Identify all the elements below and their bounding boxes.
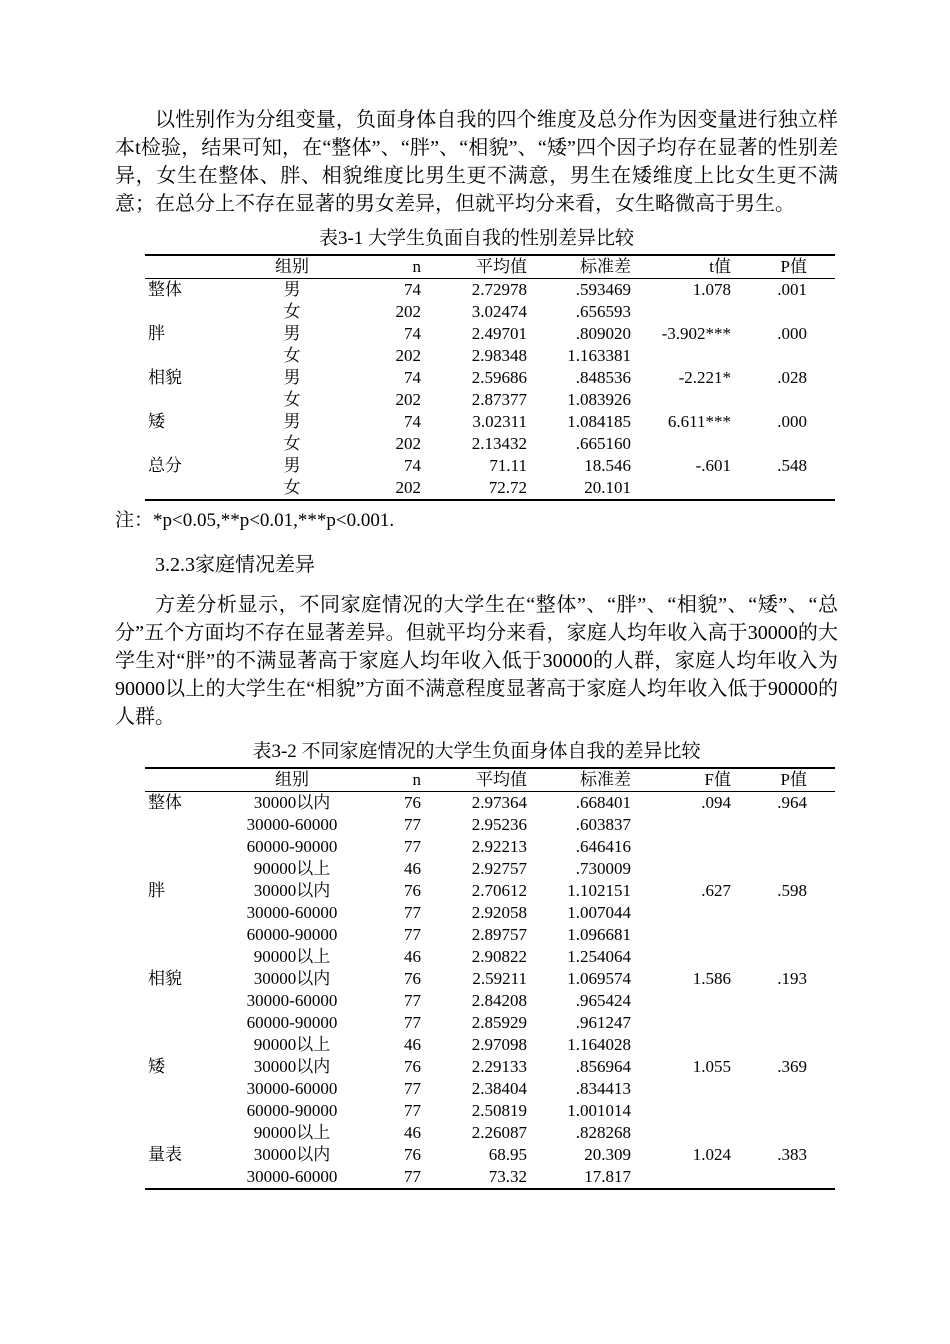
table-cell: 90000以上 bbox=[253, 1035, 331, 1054]
table-cell: 77 bbox=[404, 903, 421, 922]
table-cell: 1.007044 bbox=[567, 903, 631, 922]
table-cell: 1.586 bbox=[692, 969, 731, 988]
table-cell: 2.95236 bbox=[471, 815, 527, 834]
table-cell: 20.309 bbox=[584, 1145, 631, 1164]
table-cell bbox=[145, 1034, 217, 1056]
table-cell bbox=[755, 389, 835, 411]
table-cell bbox=[655, 858, 755, 880]
table-cell: 76 bbox=[404, 881, 421, 900]
table-cell bbox=[145, 858, 217, 880]
table-row bbox=[145, 1056, 835, 1078]
table-row bbox=[145, 792, 835, 815]
table-cell: 77 bbox=[404, 1101, 421, 1120]
table-cell: .964 bbox=[777, 793, 807, 812]
table-cell: 2.59686 bbox=[471, 368, 527, 387]
table-cell bbox=[755, 1078, 835, 1100]
table-cell: 2.72978 bbox=[471, 280, 527, 299]
table-cell: 2.29133 bbox=[471, 1057, 527, 1076]
table-cell bbox=[655, 1122, 755, 1144]
table-cell: 30000-60000 bbox=[246, 903, 338, 922]
table-cell bbox=[655, 1034, 755, 1056]
table-cell bbox=[755, 1012, 835, 1034]
table-cell: 1.084185 bbox=[567, 412, 631, 431]
table-cell bbox=[755, 814, 835, 836]
table-row bbox=[145, 345, 835, 367]
table-cell: 1.163381 bbox=[567, 346, 631, 365]
table-cell: 60000-90000 bbox=[246, 1013, 338, 1032]
table-row bbox=[145, 1012, 835, 1034]
table-cell: 46 bbox=[404, 947, 421, 966]
column-header bbox=[145, 768, 217, 792]
table-cell bbox=[145, 1166, 217, 1189]
table-cell: 相貌 bbox=[148, 969, 182, 988]
column-header: 组别 bbox=[275, 257, 309, 276]
table-cell bbox=[145, 1122, 217, 1144]
table-cell: 90000以上 bbox=[253, 947, 331, 966]
table-cell: 2.26087 bbox=[471, 1123, 527, 1142]
table-cell: 30000-60000 bbox=[246, 1167, 338, 1186]
table-cell: 2.90822 bbox=[471, 947, 527, 966]
table-cell: 1.164028 bbox=[567, 1035, 631, 1054]
table-cell bbox=[145, 345, 217, 367]
table-cell: 男 bbox=[283, 368, 301, 387]
table-cell: 202 bbox=[395, 478, 421, 497]
table2-body bbox=[145, 792, 835, 1190]
column-header bbox=[145, 255, 217, 279]
table-cell: 1.102151 bbox=[567, 881, 631, 900]
table-cell: .668401 bbox=[575, 793, 631, 812]
table-cell bbox=[145, 477, 217, 500]
table-cell: 1.069574 bbox=[567, 969, 631, 988]
table-cell: 男 bbox=[283, 324, 301, 343]
table-cell bbox=[755, 433, 835, 455]
table2-caption: 表3-2 不同家庭情况的大学生负面身体自我的差异比较 bbox=[252, 741, 701, 762]
table-row bbox=[145, 858, 835, 880]
table-cell: 2.92213 bbox=[471, 837, 527, 856]
table-row bbox=[145, 880, 835, 902]
table-cell bbox=[655, 301, 755, 323]
table-cell: 2.98348 bbox=[471, 346, 527, 365]
table-row bbox=[145, 411, 835, 433]
table-row bbox=[145, 323, 835, 345]
table-cell bbox=[655, 902, 755, 924]
table-cell bbox=[655, 477, 755, 500]
table-cell: 30000-60000 bbox=[246, 1079, 338, 1098]
table-cell bbox=[655, 1078, 755, 1100]
table-cell: -.601 bbox=[695, 456, 731, 475]
column-header: 平均值 bbox=[476, 257, 527, 276]
table-row bbox=[145, 1078, 835, 1100]
table-cell: .627 bbox=[701, 881, 731, 900]
table-cell bbox=[655, 345, 755, 367]
table-cell: 74 bbox=[404, 280, 421, 299]
table-cell: 60000-90000 bbox=[246, 1101, 338, 1120]
table-cell: .193 bbox=[777, 969, 807, 988]
table-cell: 男 bbox=[283, 456, 301, 475]
table-cell bbox=[755, 924, 835, 946]
table-cell: 68.95 bbox=[488, 1145, 527, 1164]
column-header: t值 bbox=[709, 257, 731, 276]
table-cell: 2.92757 bbox=[471, 859, 527, 878]
table-cell: 76 bbox=[404, 969, 421, 988]
table-cell: .965424 bbox=[575, 991, 631, 1010]
table-cell bbox=[755, 1034, 835, 1056]
table-cell: 17.817 bbox=[584, 1167, 631, 1186]
table-row bbox=[145, 1166, 835, 1189]
table-cell bbox=[655, 1166, 755, 1189]
table-cell: 矮 bbox=[148, 1057, 165, 1076]
table-cell: 2.97098 bbox=[471, 1035, 527, 1054]
table-cell: .961247 bbox=[575, 1013, 631, 1032]
table-cell bbox=[755, 1166, 835, 1189]
table-cell: 76 bbox=[404, 793, 421, 812]
table-cell: 总分 bbox=[148, 456, 182, 475]
table-cell bbox=[145, 814, 217, 836]
table-row bbox=[145, 1144, 835, 1166]
table-cell bbox=[655, 946, 755, 968]
table-cell: .848536 bbox=[575, 368, 631, 387]
gender-difference-table bbox=[145, 254, 835, 501]
table-row bbox=[145, 902, 835, 924]
table-cell: .656593 bbox=[575, 302, 631, 321]
table-cell bbox=[755, 1100, 835, 1122]
table-cell: 74 bbox=[404, 368, 421, 387]
column-header: P值 bbox=[780, 770, 807, 789]
family-paragraph: 方差分析显示，不同家庭情况的大学生在“整体”、“胖”、“相貌”、“矮”、“总分”五个方面均不存在显著差异。但就平均分来看，家庭人均年收入高于30000的大学生对“胖”的不满显著高于家庭人均年收入低于30000的人群，家庭人均年收入为90000以上的大学生在“相貌”方面不满意程度显著高于家庭人均年收入低于90000的人群。 bbox=[115, 594, 838, 728]
table-cell: 77 bbox=[404, 1079, 421, 1098]
table-cell: 2.50819 bbox=[471, 1101, 527, 1120]
table-cell bbox=[755, 301, 835, 323]
table-cell: 46 bbox=[404, 1035, 421, 1054]
table-cell bbox=[755, 858, 835, 880]
table-cell: 90000以上 bbox=[253, 1123, 331, 1142]
table-cell bbox=[655, 389, 755, 411]
table-cell: 女 bbox=[283, 434, 301, 453]
table-cell: 2.70612 bbox=[471, 881, 527, 900]
table-cell bbox=[755, 836, 835, 858]
column-header: F值 bbox=[704, 770, 731, 789]
table-cell: 77 bbox=[404, 1013, 421, 1032]
table-cell: 1.254064 bbox=[567, 947, 631, 966]
table-cell: 2.87377 bbox=[471, 390, 527, 409]
table-cell bbox=[145, 433, 217, 455]
table-cell: 女 bbox=[283, 390, 301, 409]
table-cell: .000 bbox=[777, 324, 807, 343]
header-row bbox=[145, 255, 835, 279]
table-cell: .646416 bbox=[575, 837, 631, 856]
table-row bbox=[145, 477, 835, 500]
table-cell: 1.055 bbox=[692, 1057, 731, 1076]
table-cell: .598 bbox=[777, 881, 807, 900]
table-cell bbox=[145, 946, 217, 968]
table-row bbox=[145, 990, 835, 1012]
table-cell: .000 bbox=[777, 412, 807, 431]
table-cell: 77 bbox=[404, 925, 421, 944]
table1-header bbox=[145, 255, 835, 279]
table-cell bbox=[655, 990, 755, 1012]
table-cell: 73.32 bbox=[488, 1167, 527, 1186]
column-header: 平均值 bbox=[476, 770, 527, 789]
table-cell: .730009 bbox=[575, 859, 631, 878]
table-cell: 71.11 bbox=[489, 456, 527, 475]
table-cell: .548 bbox=[777, 456, 807, 475]
table-row bbox=[145, 968, 835, 990]
table1-body bbox=[145, 279, 835, 501]
table-cell bbox=[145, 990, 217, 1012]
table-cell: 女 bbox=[283, 346, 301, 365]
table-cell: 202 bbox=[395, 390, 421, 409]
table-cell: 30000以内 bbox=[253, 969, 331, 988]
table-row bbox=[145, 279, 835, 302]
table-cell: 90000以上 bbox=[253, 859, 331, 878]
table-cell bbox=[145, 1078, 217, 1100]
section-heading: 3.2.3家庭情况差异 bbox=[155, 554, 315, 576]
table-cell bbox=[755, 946, 835, 968]
table-cell: 60000-90000 bbox=[246, 925, 338, 944]
column-header: 组别 bbox=[275, 770, 309, 789]
table-cell: 量表 bbox=[148, 1145, 182, 1164]
table-cell: 77 bbox=[404, 837, 421, 856]
table-row bbox=[145, 946, 835, 968]
table-cell: 60000-90000 bbox=[246, 837, 338, 856]
table-cell: 46 bbox=[404, 1123, 421, 1142]
table-row bbox=[145, 389, 835, 411]
table-cell: 202 bbox=[395, 302, 421, 321]
table-cell: 30000以内 bbox=[253, 1057, 331, 1076]
table-cell bbox=[655, 1012, 755, 1034]
table-cell: .856964 bbox=[575, 1057, 631, 1076]
column-header: 标准差 bbox=[580, 257, 631, 276]
table-cell bbox=[755, 990, 835, 1012]
table-cell: 76 bbox=[404, 1145, 421, 1164]
table-cell: 2.97364 bbox=[471, 793, 527, 812]
table-cell: 整体 bbox=[148, 793, 182, 812]
table-cell: 30000-60000 bbox=[246, 991, 338, 1010]
table-row bbox=[145, 455, 835, 477]
table-cell: -3.902*** bbox=[661, 324, 731, 343]
table-row bbox=[145, 367, 835, 389]
table1-caption: 表3-1 大学生负面自我的性别差异比较 bbox=[318, 228, 635, 249]
table-row bbox=[145, 301, 835, 323]
table-cell: 胖 bbox=[148, 324, 165, 343]
table-cell: .369 bbox=[777, 1057, 807, 1076]
table-cell bbox=[755, 345, 835, 367]
table-cell: 整体 bbox=[148, 280, 182, 299]
table-cell: 3.02311 bbox=[472, 412, 527, 431]
table-cell: 1.001014 bbox=[567, 1101, 631, 1120]
table-cell: .603837 bbox=[575, 815, 631, 834]
table-cell bbox=[145, 389, 217, 411]
table-cell: .383 bbox=[777, 1145, 807, 1164]
table-cell: 1.024 bbox=[692, 1145, 731, 1164]
table-row bbox=[145, 1122, 835, 1144]
table-cell bbox=[145, 924, 217, 946]
table-cell: 77 bbox=[404, 991, 421, 1010]
table-cell bbox=[755, 477, 835, 500]
table-cell: 30000以内 bbox=[253, 881, 331, 900]
table-cell: 2.85929 bbox=[471, 1013, 527, 1032]
table-cell: .001 bbox=[777, 280, 807, 299]
table-cell: 2.49701 bbox=[471, 324, 527, 343]
table-cell: 女 bbox=[283, 478, 301, 497]
table-cell: .593469 bbox=[575, 280, 631, 299]
table-cell: .828268 bbox=[575, 1123, 631, 1142]
table-row bbox=[145, 814, 835, 836]
table-cell bbox=[655, 836, 755, 858]
table-cell: 1.096681 bbox=[567, 925, 631, 944]
table-cell: 2.89757 bbox=[471, 925, 527, 944]
table-cell: 74 bbox=[404, 412, 421, 431]
table-cell bbox=[655, 1100, 755, 1122]
table-cell: 76 bbox=[404, 1057, 421, 1076]
table-cell bbox=[755, 1122, 835, 1144]
table-row bbox=[145, 924, 835, 946]
table-cell: 男 bbox=[283, 412, 301, 431]
table-cell: 2.13432 bbox=[471, 434, 527, 453]
table-cell bbox=[655, 814, 755, 836]
intro-paragraph: 以性别作为分组变量，负面身体自我的四个维度及总分作为因变量进行独立样本t检验，结果可知，在“整体”、“胖”、“相貌”、“矮”四个因子均存在显著的性别差异，女生在整体、胖、相貌维度比男生更不满意，男生在矮维度上比女生更不满意；在总分上不存在显著的男女差异，但就平均分来看，女生略微高于男生。 bbox=[115, 109, 838, 215]
table-row bbox=[145, 836, 835, 858]
table-cell: 2.92058 bbox=[471, 903, 527, 922]
table-cell: 相貌 bbox=[148, 368, 182, 387]
table-cell: 胖 bbox=[148, 881, 165, 900]
table-cell: 202 bbox=[395, 434, 421, 453]
table-cell: 30000以内 bbox=[253, 1145, 331, 1164]
table-cell: 1.078 bbox=[692, 280, 731, 299]
table-cell: .665160 bbox=[575, 434, 631, 453]
table-cell bbox=[145, 301, 217, 323]
column-header: 标准差 bbox=[580, 770, 631, 789]
table-cell bbox=[145, 1012, 217, 1034]
table-cell: 77 bbox=[404, 815, 421, 834]
table-cell: .094 bbox=[701, 793, 731, 812]
significance-note: 注：*p<0.05,**p<0.01,***p<0.001. bbox=[115, 510, 395, 531]
table-cell: -2.221* bbox=[678, 368, 731, 387]
column-header: n bbox=[412, 257, 421, 276]
table-cell: 74 bbox=[404, 456, 421, 475]
table-cell: 77 bbox=[404, 1167, 421, 1186]
table-row bbox=[145, 433, 835, 455]
table-cell bbox=[145, 902, 217, 924]
table-cell: 72.72 bbox=[488, 478, 527, 497]
table-cell: 3.02474 bbox=[471, 302, 527, 321]
column-header: n bbox=[412, 770, 421, 789]
table-cell bbox=[145, 1100, 217, 1122]
column-header: P值 bbox=[780, 257, 807, 276]
table-cell: 46 bbox=[404, 859, 421, 878]
table-cell: 2.84208 bbox=[471, 991, 527, 1010]
table-cell: 18.546 bbox=[584, 456, 631, 475]
table-row bbox=[145, 1034, 835, 1056]
table-cell bbox=[145, 836, 217, 858]
table-cell bbox=[655, 924, 755, 946]
table2-header bbox=[145, 768, 835, 792]
table-cell bbox=[655, 433, 755, 455]
table-row bbox=[145, 1100, 835, 1122]
table-cell: 74 bbox=[404, 324, 421, 343]
table-cell: .028 bbox=[777, 368, 807, 387]
table-cell: 男 bbox=[283, 280, 301, 299]
table-cell: .834413 bbox=[575, 1079, 631, 1098]
family-difference-table bbox=[145, 767, 835, 1190]
table-cell: 20.101 bbox=[584, 478, 631, 497]
table-cell: 6.611*** bbox=[667, 412, 731, 431]
table-cell: 1.083926 bbox=[567, 390, 631, 409]
table-cell: 2.38404 bbox=[471, 1079, 527, 1098]
table-cell: 2.59211 bbox=[472, 969, 527, 988]
table-cell: 女 bbox=[283, 302, 301, 321]
table-cell: 30000以内 bbox=[253, 793, 331, 812]
table-cell: 202 bbox=[395, 346, 421, 365]
table-cell: 矮 bbox=[148, 412, 165, 431]
table-cell bbox=[755, 902, 835, 924]
header-row bbox=[145, 768, 835, 792]
table-cell: 30000-60000 bbox=[246, 815, 338, 834]
table-cell: .809020 bbox=[575, 324, 631, 343]
